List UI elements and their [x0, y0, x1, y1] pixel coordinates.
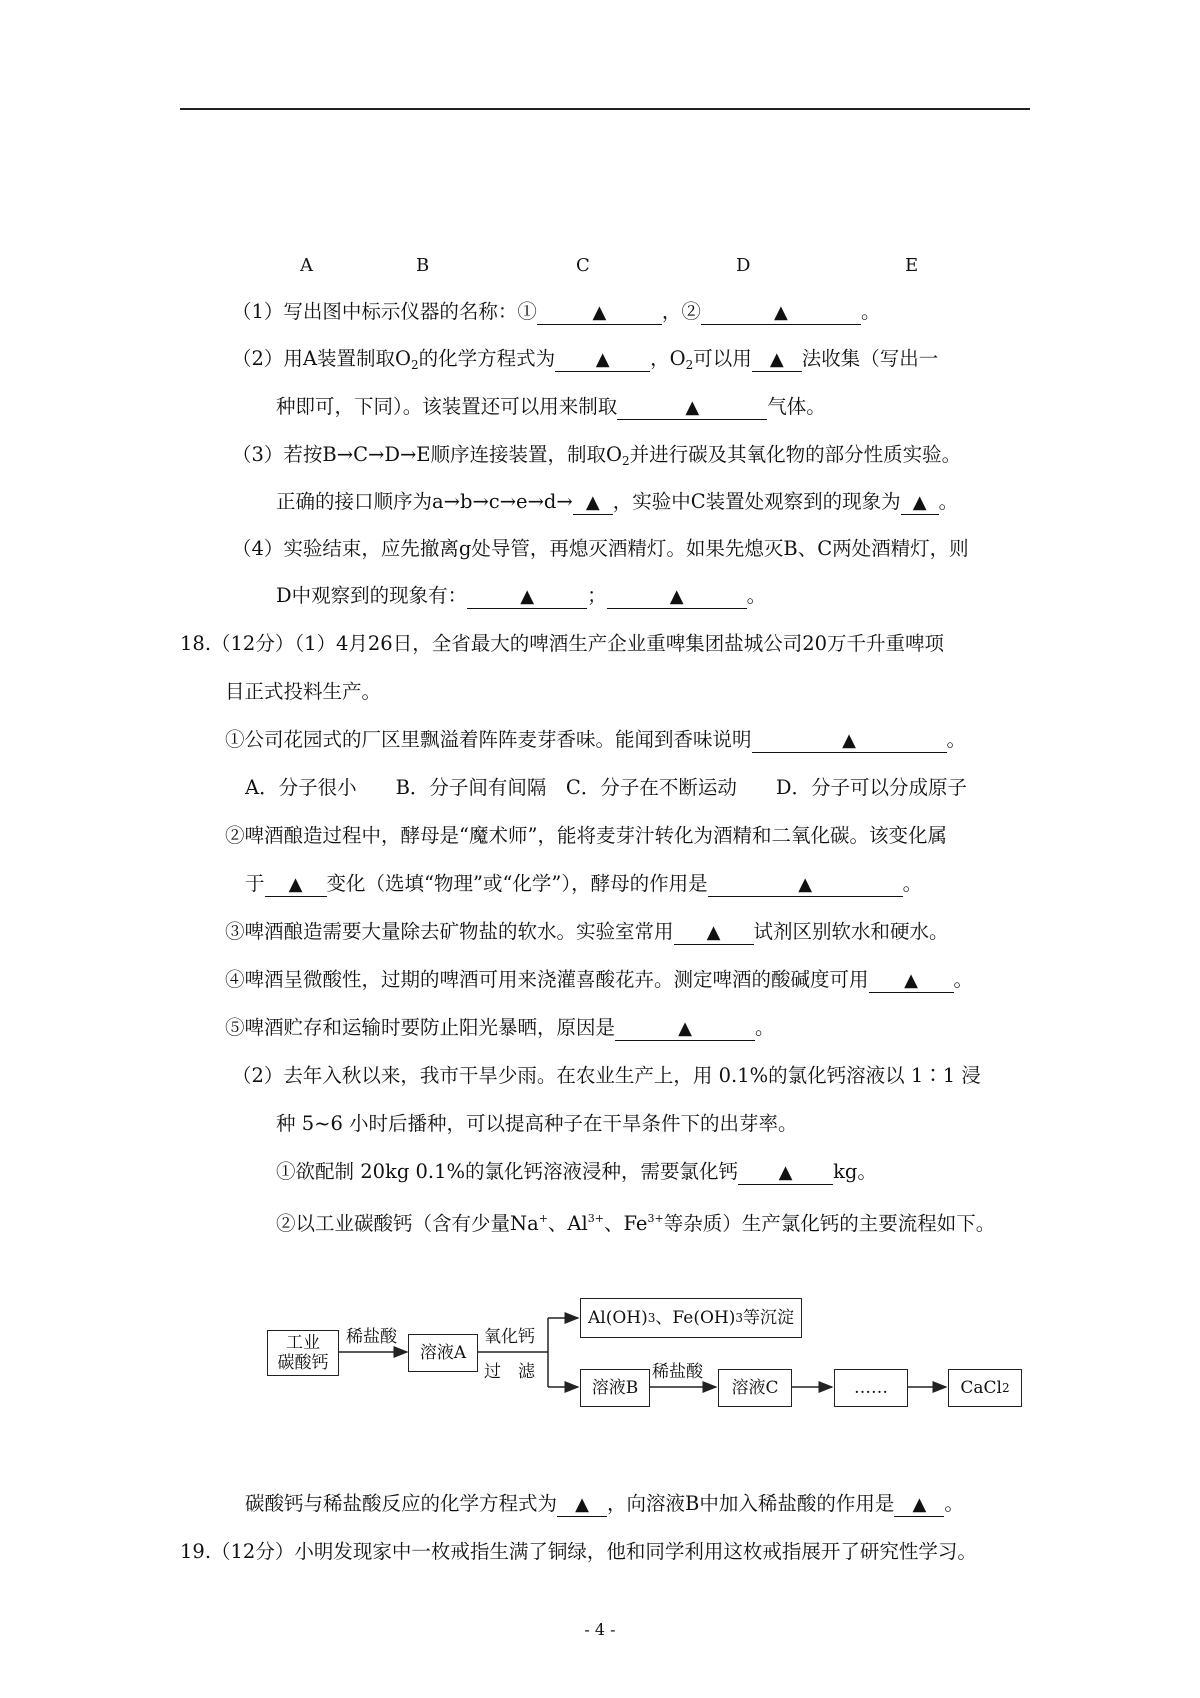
- answer-blank[interactable]: ▲: [265, 873, 327, 897]
- answer-blank[interactable]: ▲: [738, 1161, 833, 1185]
- flow-operation-filter: 过 滤: [484, 1362, 535, 1382]
- q17-part4: （4）实验结束，应先撤离g处导管，再熄灭酒精灯。如果先熄灭B、C两处酒精灯，则: [232, 537, 969, 560]
- flow-box-solution-c: 溶液C: [718, 1369, 792, 1407]
- figure-label-b: B: [416, 255, 430, 276]
- answer-blank[interactable]: ▲: [607, 585, 747, 609]
- q18-part2-sub2: ②以工业碳酸钙（含有少量Na+、$Al^{3+}$、$Fe^{3+}$等杂质）生产氯化钙的主要流程如下。: [276, 1212, 996, 1235]
- q18-part2-sub1: ①欲配制 20kg 0.1%的氯化钙溶液浸种，需要氯化钙 ▲ kg。: [276, 1160, 877, 1183]
- q18-sub4: ④啤酒呈微酸性，过期的啤酒可用来浇灌喜酸花卉。测定啤酒的酸碱度可用 ▲ 。: [225, 968, 974, 991]
- answer-blank[interactable]: ▲: [901, 491, 939, 515]
- figure-label-c: C: [576, 255, 590, 276]
- q18-sub1: ①公司花园式的厂区里飘溢着阵阵麦芽香味。能闻到香味说明 ▲ 。: [225, 728, 967, 751]
- q17-part2: （2）用A装置制取$O_2$的化学方程式为 ▲ ，$O_2$可以用 ▲ 法收集（写出一: [232, 347, 939, 372]
- flow-reagent-cao: 氧化钙: [484, 1327, 535, 1347]
- page-number: - 4 -: [584, 1620, 616, 1639]
- q18-sub3: ③啤酒酿造需要大量除去矿物盐的软水。实验室常用 ▲ 试剂区别软水和硬水。: [225, 920, 949, 943]
- flow-box-solution-a: 溶液A: [408, 1334, 478, 1372]
- q18-heading: 18.（12分）（1）4月26日，全省最大的啤酒生产企业重啤集团盐城公司20万千升重啤项: [180, 632, 945, 655]
- q18-sub1-options: A．分子很小 B．分子间有间隔 C．分子在不断运动 D．分子可以分成原子: [245, 776, 967, 799]
- q18-heading-cont: 目正式投料生产。: [225, 680, 382, 703]
- answer-blank[interactable]: ▲: [537, 301, 662, 325]
- flow-box-solution-b: 溶液B: [580, 1369, 650, 1407]
- answer-blank[interactable]: ▲: [615, 1017, 755, 1041]
- answer-blank[interactable]: ▲: [573, 491, 613, 515]
- flow-reagent-hcl-2: 稀盐酸: [652, 1362, 703, 1382]
- figure-label-a: A: [300, 255, 313, 276]
- q18-sub2: ②啤酒酿造过程中，酵母是“魔术师”，能将麦芽汁转化为酒精和二氧化碳。该变化属: [225, 824, 947, 847]
- q17-part3: （3）若按B→C→D→E顺序连接装置，制取$O_2$并进行碳及其氧化物的部分性质实验。: [232, 443, 962, 468]
- q17-part4-cont: D中观察到的现象有： ▲ ； ▲ 。: [276, 584, 767, 607]
- answer-blank[interactable]: ▲: [752, 348, 802, 372]
- flow-box-raw-material: 工业 碳酸钙: [267, 1330, 339, 1376]
- flow-box-precipitate: Al(OH) 3 、Fe(OH) 3 等沉淀: [580, 1298, 802, 1338]
- figure-label-e: E: [905, 255, 919, 276]
- q18-final: 碳酸钙与稀盐酸反应的化学方程式为 ▲ ，向溶液B中加入稀盐酸的作用是 ▲ 。: [245, 1492, 964, 1515]
- flow-box-cacl2: CaCl 2: [948, 1369, 1022, 1407]
- answer-blank[interactable]: ▲: [557, 1493, 607, 1517]
- q17-part1: （1）写出图中标示仪器的名称：① ▲ ，② ▲ 。: [232, 300, 881, 323]
- answer-blank[interactable]: ▲: [708, 873, 903, 897]
- q17-part3-cont: 正确的接口顺序为a→b→c→e→d→ ▲ ，实验中C装置处观察到的现象为 ▲ 。: [276, 490, 959, 513]
- answer-blank[interactable]: ▲: [467, 585, 587, 609]
- answer-blank[interactable]: ▲: [869, 969, 954, 993]
- figure-label-d: D: [736, 255, 751, 276]
- answer-blank[interactable]: ▲: [701, 301, 861, 325]
- q18-part2: （2）去年入秋以来，我市干旱少雨。在农业生产上，用 0.1%的氯化钙溶液以 1∶1 浸: [232, 1064, 981, 1087]
- answer-blank[interactable]: ▲: [617, 396, 767, 420]
- answer-blank[interactable]: ▲: [674, 921, 754, 945]
- q18-sub2-cont: 于 ▲ 变化（选填“物理”或“化学”），酵母的作用是 ▲ 。: [245, 872, 923, 895]
- q18-sub5: ⑤啤酒贮存和运输时要防止阳光暴晒，原因是 ▲ 。: [225, 1016, 775, 1039]
- q18-part2-cont: 种 5~6 小时后播种，可以提高种子在干旱条件下的出芽率。: [276, 1112, 798, 1135]
- q17-part2-cont: 种即可，下同）。该装置还可以用来制取 ▲ 气体。: [276, 395, 826, 418]
- answer-blank[interactable]: ▲: [894, 1493, 944, 1517]
- answer-blank[interactable]: ▲: [752, 729, 947, 753]
- flow-reagent-hcl-1: 稀盐酸: [346, 1327, 397, 1347]
- flow-box-ellipsis: ……: [834, 1369, 908, 1407]
- q19-heading: 19.（12分）小明发现家中一枚戒指生满了铜绿，他和同学利用这枚戒指展开了研究性学习。: [180, 1540, 977, 1563]
- answer-blank[interactable]: ▲: [555, 348, 650, 372]
